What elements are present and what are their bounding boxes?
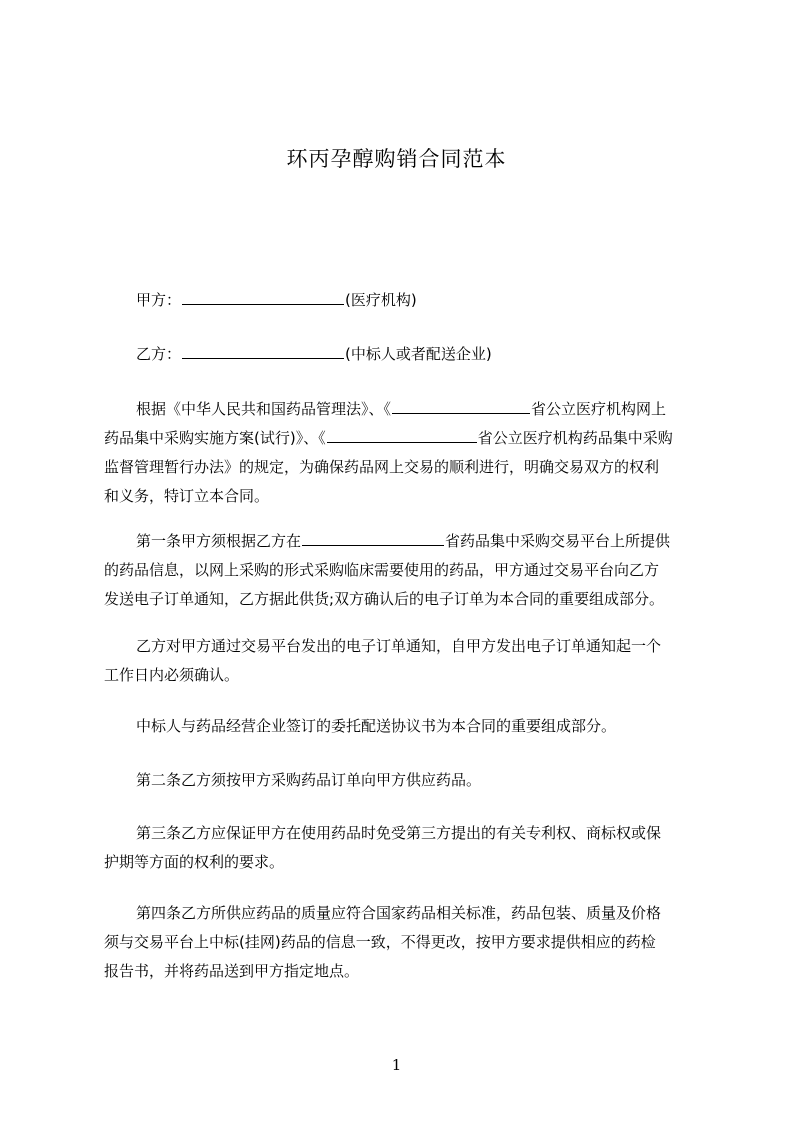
- paragraph-text: 乙方对甲方通过交易平台发出的电子订单通知，自甲方发出电子订单通知起一个: [136, 637, 662, 655]
- paragraph-text: 根据《中华人民共和国药品管理法》、《: [136, 400, 392, 418]
- paragraph-basis: [104, 395, 702, 511]
- province-blank: [327, 427, 477, 443]
- paragraph-text: 发送电子订单通知，乙方据此供货;双方确认后的电子订单为本合同的重要组成部分。: [104, 590, 665, 608]
- paragraph-text: 中标人与药品经营企业签订的委托配送协议书为本合同的重要组成部分。: [136, 717, 617, 735]
- paragraph-text: 工作日内必须确认。: [104, 666, 240, 684]
- paragraph-text: 第一条甲方须根据乙方在: [136, 532, 302, 550]
- province-blank: [392, 398, 530, 414]
- paragraph-text: 报告书，并将药品送到甲方指定地点。: [104, 962, 360, 980]
- paragraph-text: 第二条乙方须按甲方采购药品订单向甲方供应药品。: [136, 771, 482, 789]
- party-b-line: [104, 340, 702, 369]
- paragraph-text: 的药品信息，以网上采购的形式采购临床需要使用的药品，甲方通过交易平台向乙方: [104, 561, 660, 579]
- paragraph-text: 监督管理暂行办法》的规定，为确保药品网上交易的顺利进行，明确交易双方的权利: [104, 458, 660, 476]
- paragraph-delivery-agreement: [104, 712, 702, 741]
- party-b-note: (中标人或者配送企业): [345, 345, 492, 363]
- paragraph-text: 须与交易平台上中标(挂网)药品的信息一致，不得更改，按甲方要求提供相应的药检: [104, 933, 656, 951]
- paragraph-text: 第四条乙方所供应药品的质量应符合国家药品相关标准，药品包装、质量及价格: [136, 904, 662, 922]
- party-b-label: 乙方：: [136, 345, 182, 363]
- paragraph-text: 省公立医疗机构药品集中采购: [477, 429, 673, 447]
- party-a-note: (医疗机构): [345, 291, 417, 309]
- paragraph-text: 和义务，特订立本合同。: [104, 487, 270, 505]
- party-a-blank: [182, 289, 344, 305]
- party-a-line: [104, 286, 702, 315]
- paragraph-text: 省药品集中采购交易平台上所提供: [445, 532, 671, 550]
- paragraph-article-3: [104, 819, 702, 877]
- paragraph-article-2: [104, 766, 702, 795]
- party-b-blank: [182, 343, 344, 359]
- document-title: 环丙孕醇购销合同范本: [286, 147, 507, 171]
- province-blank: [302, 530, 444, 546]
- paragraph-text: 省公立医疗机构网上: [531, 400, 667, 418]
- paragraph-article-1: [104, 527, 702, 614]
- page-number: 1: [391, 1056, 402, 1074]
- party-a-label: 甲方：: [136, 291, 182, 309]
- paragraph-text: 第三条乙方应保证甲方在使用药品时免受第三方提出的有关专利权、商标权或保: [136, 824, 662, 842]
- paragraph-confirmation: [104, 632, 702, 690]
- paragraph-text: 护期等方面的权利的要求。: [104, 853, 285, 871]
- paragraph-text: 药品集中采购实施方案(试行)》、《: [104, 429, 326, 447]
- paragraph-article-4: [104, 899, 702, 986]
